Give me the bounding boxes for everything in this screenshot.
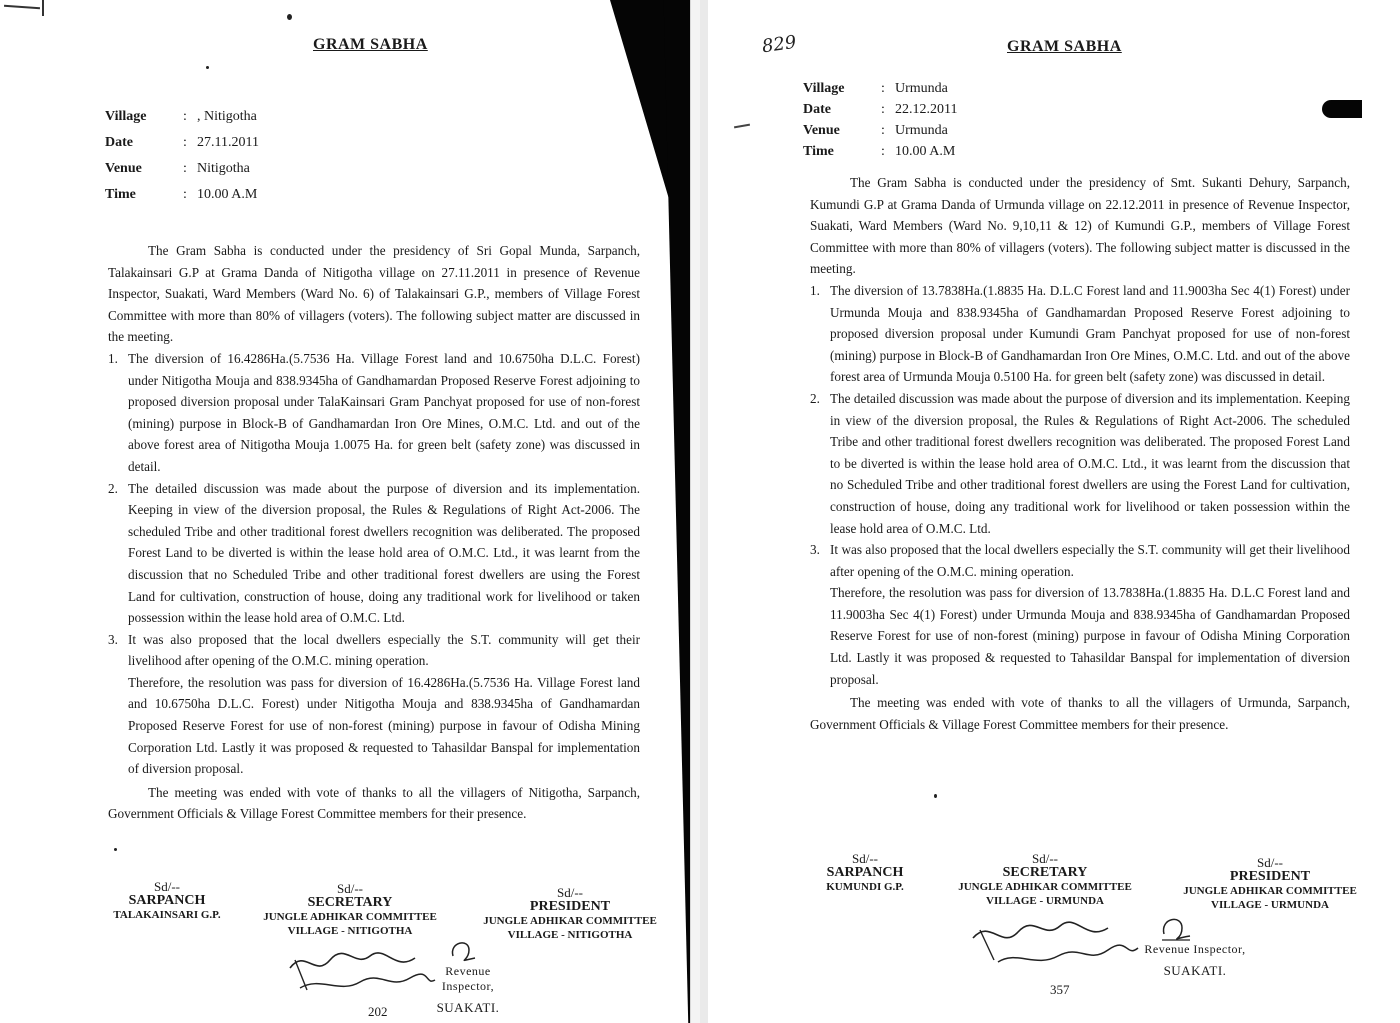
meta-key: Date — [105, 135, 133, 150]
closing-paragraph: The meeting was ended with vote of thanks to all the villagers of Nitigotha, Sarpanch, Government Officials & Village Forest Committee members for their presence. — [108, 784, 640, 822]
minutes-body — [108, 240, 640, 825]
page-title: GRAM SABHA — [1007, 38, 1122, 55]
scan-mark — [734, 124, 750, 129]
scan-speck — [206, 66, 209, 69]
signature-president: Sd/-- PRESIDENT JUNGLE ADHIKAR COMMITTEE VILLAGE - URMUNDA — [1183, 855, 1357, 911]
handwritten-signature — [968, 912, 1168, 976]
meta-key: Venue — [803, 122, 840, 138]
meta-value: Nitigotha — [197, 161, 250, 176]
scan-speck — [114, 848, 117, 851]
meta-value: 10.00 A.M — [895, 143, 956, 159]
handwritten-initial — [445, 936, 481, 966]
scan-shadow-band — [646, 0, 690, 1023]
meeting-details: Village : Urmunda Date : 22.12.2011 Venue : Urmunda Time : 10.00 A.M — [803, 80, 958, 159]
meta-key: Village — [105, 109, 147, 124]
meta-value: , Nitigotha — [197, 109, 257, 124]
meta-value: Urmunda — [895, 122, 948, 138]
signature-secretary: Sd/-- SECRETARY JUNGLE ADHIKAR COMMITTEE VILLAGE - URMUNDA — [958, 851, 1132, 907]
list-item: 1. The diversion of 16.4286Ha.(5.7536 Ha. Village Forest land and 10.6750ha D.L.C. Forest) under Nitigotha Mouja and 838.9345ha of Gandhamardan Proposed Reserve Forest adjoining to proposed diversion proposal under TalaKainsari Gram Panchyat proposed for use of non-forest (mining) purpose in Block-B of Gandhamardan Iron Ore Mines, O.M.C. Ltd. and out of the above forest area of Nitigotha Mouja 1.0075 Ha. for green belt (safety zone) was discussed in detail. — [108, 350, 640, 474]
meeting-details: Village : , Nitigotha Date : 27.11.2011 Venue : Nitigotha Time : 10.00 A.M — [105, 109, 259, 202]
resolution-paragraph: Therefore, the resolution was pass for diversion of 16.4286Ha.(5.7536 Ha. Village Forest land and 10.6750ha D.L.C. Forest) under Nitigotha Mouja and 838.9345ha of Gandhamardan Proposed Reserve Forest for use of non-forest (mining) purpose in favour of Odisha Mining Corporation Ltd. Lastly it was proposed & requested to Tahasildar Banspal for implementation of diversion proposal. — [128, 674, 640, 777]
scan-shadow — [700, 0, 708, 1023]
meta-key: Venue — [105, 161, 142, 176]
page-title: GRAM SABHA — [313, 36, 428, 53]
minutes-body — [810, 172, 1350, 735]
meta-value: 27.11.2011 — [197, 135, 259, 150]
meta-value: 10.00 A.M — [197, 187, 258, 202]
signature-sarpanch: Sd/-- SARPANCH TALAKAINSARI G.P. — [113, 879, 221, 921]
corner-mark — [42, 0, 44, 16]
list-item: 3. It was also proposed that the local dwellers especially the S.T. community will get their livelihood after opening of the O.M.C. mining operation. — [108, 631, 640, 669]
handwritten-initial — [1156, 912, 1196, 946]
resolution-paragraph: Therefore, the resolution was pass for diversion of 13.7838Ha.(1.8835 Ha. D.L.C Forest land and 11.9003ha Sec 4(1) Forest) under Urmunda Mouja and 838.9345ha of Gandhamardan Proposed Reserve Forest for use of non-forest (mining) purpose in favour of Odisha Mining Corporation Ltd. Lastly it was proposed & requested to Tahasildar Banspal for implementation of diversion proposal. — [830, 585, 1350, 687]
meta-key: Date — [803, 101, 831, 117]
document-page-right — [700, 0, 1400, 1023]
corner-mark — [4, 5, 40, 10]
meta-key: Time — [105, 187, 136, 202]
scan-mark — [1322, 100, 1362, 118]
handwritten-page-note: 829 — [760, 31, 798, 58]
scan-speck — [287, 14, 292, 20]
intro-paragraph: The Gram Sabha is conducted under the presidency of Smt. Sukanti Dehury, Sarpanch, Kumundi G.P at Grama Danda of Urmunda village on 22.12.2011 in presence of Revenue Inspector, Suakati, Ward Members (Ward No. 9,10,11 & 12) of Kumundi G.P., members of Village Forest Committee with more than 80% of villagers (voters). The following subject matter is discussed in the meeting. — [810, 175, 1350, 277]
page-number: 357 — [1050, 982, 1070, 997]
page-number: 202 — [368, 1004, 388, 1019]
closing-paragraph: The meeting was ended with vote of thanks to all the villagers of Urmunda, Sarpanch, Government Officials & Village Forest Committee members for their presence. — [810, 695, 1350, 732]
list-item: 3. It was also proposed that the local dwellers especially the S.T. community will get their livelihood after opening of the O.M.C. mining operation. — [810, 542, 1350, 579]
meta-value: Urmunda — [895, 80, 948, 96]
revenue-inspector-stamp: Revenue Inspector, SUAKATI. — [436, 964, 500, 1015]
list-item: 2. The detailed discussion was made about the purpose of diversion and its implementation. Keeping in view of the diversion proposal, the Rules & Regulations of Right Act-2006. The scheduled Tribe and other traditional forest dwellers recognition was deliberated. The proposed Forest Land to be diverted is within the lease hold area of O.M.C. Ltd., it was learnt from the discussion that no Scheduled Tribe and other traditional forest dwellers are using the Forest Land for cultivation, construction of house, doing any traditional work for livelihood or taken possession within the lease hold area of O.M.C. Ltd. — [108, 480, 640, 626]
signature-sarpanch: Sd/-- SARPANCH KUMUNDI G.P. — [826, 851, 904, 893]
intro-paragraph: The Gram Sabha is conducted under the presidency of Sri Gopal Munda, Sarpanch, Talakainsari G.P at Grama Danda of Nitigotha village on 27.11.2011 in presence of Revenue Inspector, Suakati, Ward Members (Ward No. 6) of Talakainsari G.P., members of Village Forest Committee with more than 80% of villagers (voters). The following subject matter are discussed in the meeting. — [108, 243, 640, 345]
scan-speck — [934, 794, 937, 798]
signature-president: Sd/-- PRESIDENT JUNGLE ADHIKAR COMMITTEE VILLAGE - NITIGOTHA — [483, 885, 657, 941]
list-item: 1. The diversion of 13.7838Ha.(1.8835 Ha. D.L.C Forest land and 11.9003ha Sec 4(1) Forest) under Urmunda Mouja and 838.9345ha of Gandhamardan Proposed Reserve Forest adjoining to proposed diversion proposal under Kumundi Gram Panchyat proposed for use of non-forest (mining) purpose in Block-B of Gandhamardan Iron Ore Mines, O.M.C. Ltd. and out of the above forest area of Urmunda Mouja 0.5100 Ha. for green belt (safety zone) was discussed in detail. — [810, 282, 1350, 385]
signature-secretary: Sd/-- SECRETARY JUNGLE ADHIKAR COMMITTEE VILLAGE - NITIGOTHA — [263, 881, 437, 937]
document-page-left — [0, 0, 690, 1023]
revenue-inspector-stamp: Revenue Inspector, SUAKATI. — [1144, 942, 1246, 978]
meta-key: Time — [803, 143, 834, 159]
list-item: 2. The detailed discussion was made about the purpose of diversion and its implementation. Keeping in view of the diversion proposal, the Rules & Regulations of Right Act-2006. The scheduled Tribe and other traditional forest dwellers recognition was deliberated. The proposed Forest Land to be diverted is within the lease hold area of O.M.C. Ltd., it was learnt from the discussion that no Scheduled Tribe and other traditional forest dwellers are using the Forest Land for cultivation, construction of house, doing any traditional work for livelihood or taken possession within the lease hold area of O.M.C. Ltd. — [810, 390, 1350, 536]
meta-value: 22.12.2011 — [895, 101, 958, 117]
meta-key: Village — [803, 80, 845, 96]
